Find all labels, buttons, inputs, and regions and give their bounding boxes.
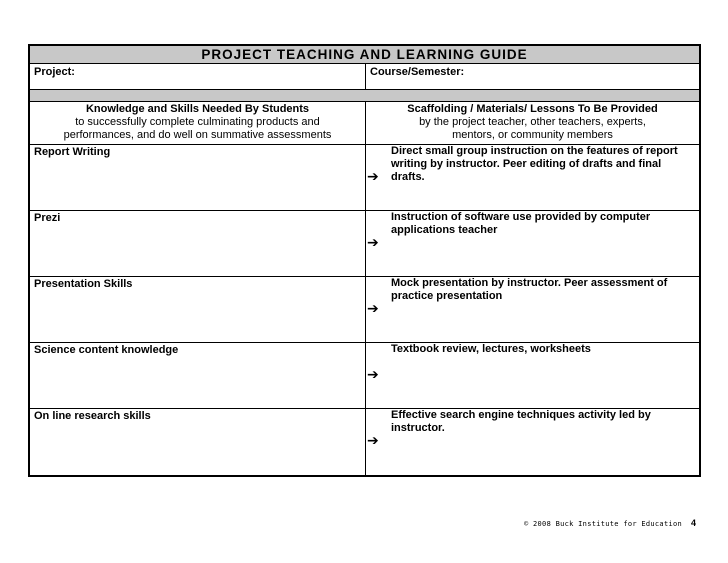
knowledge-skills-subtitle-1: to successfully complete culminating products and	[75, 116, 320, 128]
skill-text: On line research skills	[34, 410, 151, 422]
table-row	[30, 145, 699, 211]
skill-text: Science content knowledge	[34, 344, 179, 356]
course-cell	[366, 64, 699, 89]
skill-cell	[30, 409, 366, 475]
support-text: Direct small group instruction on the features of report writing by instructor. Peer editing of drafts and final drafts.	[391, 145, 678, 183]
support-cell	[366, 145, 699, 210]
column-header-row	[30, 102, 699, 145]
right-arrow-icon: ➔	[367, 234, 379, 250]
table-row	[30, 343, 699, 409]
support-cell	[366, 277, 699, 342]
project-label: Project:	[34, 66, 75, 78]
support-cell	[366, 409, 699, 475]
page-number: 4	[691, 518, 697, 528]
support-text: Effective search engine techniques activity led by instructor.	[391, 409, 651, 434]
skill-cell	[30, 343, 366, 408]
support-text: Instruction of software use provided by computer applications teacher	[391, 211, 651, 236]
right-arrow-icon: ➔	[367, 432, 379, 448]
scaffolding-subtitle-2: mentors, or community members	[452, 129, 613, 141]
scaffolding-title: Scaffolding / Materials/ Lessons To Be Provided	[407, 103, 658, 115]
project-row	[30, 64, 699, 90]
support-cell	[366, 211, 699, 276]
table-row	[30, 211, 699, 277]
skill-text: Report Writing	[34, 146, 111, 158]
skill-text: Prezi	[34, 212, 61, 224]
knowledge-skills-subtitle-2: performances, and do well on summative assessments	[63, 129, 332, 141]
right-arrow-icon: ➔	[367, 168, 379, 184]
support-cell	[366, 343, 699, 408]
course-semester-label: Course/Semester:	[370, 66, 465, 78]
right-arrow-icon: ➔	[367, 366, 379, 382]
scaffolding-header	[366, 102, 699, 144]
knowledge-skills-header	[30, 102, 366, 144]
scaffolding-subtitle-1: by the project teacher, other teachers, experts,	[419, 116, 646, 128]
copyright-footer: © 2008 Buck Institute for Education	[524, 520, 683, 528]
knowledge-skills-title: Knowledge and Skills Needed By Students	[85, 103, 310, 115]
support-text: Textbook review, lectures, worksheets	[391, 343, 591, 355]
table-row	[30, 409, 699, 475]
skill-cell	[30, 145, 366, 210]
teaching-guide-table	[28, 44, 701, 477]
skill-cell	[30, 277, 366, 342]
page-title: PROJECT TEACHING AND LEARNING GUIDE	[30, 46, 699, 64]
project-cell	[30, 64, 366, 89]
skill-text: Presentation Skills	[34, 278, 133, 290]
support-text: Mock presentation by instructor. Peer assessment of practice presentation	[391, 277, 668, 302]
table-row	[30, 277, 699, 343]
right-arrow-icon: ➔	[367, 300, 379, 316]
skill-cell	[30, 211, 366, 276]
separator-band	[30, 90, 699, 102]
